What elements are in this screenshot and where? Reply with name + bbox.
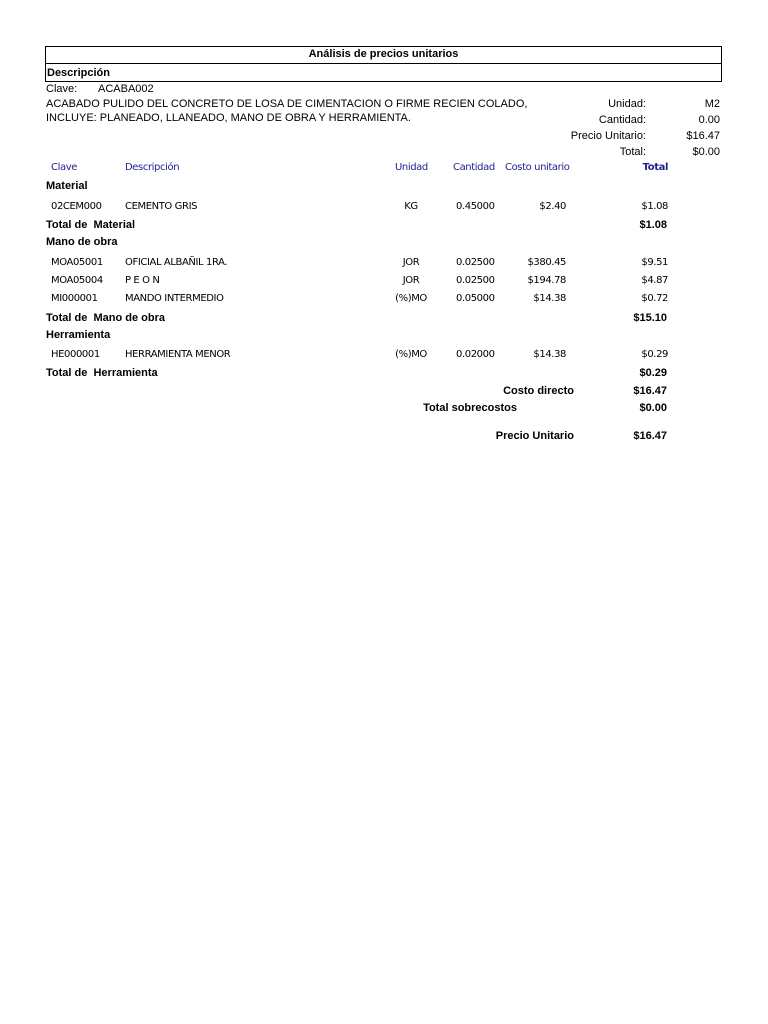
precio-unitario-value: $16.47 <box>633 430 667 442</box>
row-unidad: JOR <box>402 257 420 268</box>
description-line-1: ACABADO PULIDO DEL CONCRETO DE LOSA DE CIMENTACION O FIRME RECIEN COLADO, <box>46 98 528 110</box>
row-costo: $14.38 <box>533 293 566 304</box>
row-desc: CEMENTO GRIS <box>125 201 198 212</box>
row-clave: MI000001 <box>51 293 98 304</box>
row-clave: HE000001 <box>51 349 100 360</box>
row-cantidad: 0.05000 <box>456 293 495 304</box>
row-desc: P E O N <box>125 275 160 286</box>
row-desc: MANDO INTERMEDIO <box>125 293 224 304</box>
group-heading-material: Material <box>46 180 88 192</box>
group-heading-mano-de-obra: Mano de obra <box>46 236 118 248</box>
summary-value-total: $0.00 <box>692 146 720 158</box>
sobrecostos-value: $0.00 <box>639 402 667 414</box>
column-header-descripcion: Descripción <box>125 162 180 173</box>
summary-label-total: Total: <box>619 146 646 158</box>
costo-directo-value: $16.47 <box>633 385 667 397</box>
section-heading: Descripción <box>47 67 110 79</box>
summary-label-cantidad: Cantidad: <box>598 114 646 126</box>
column-header-unidad: Unidad <box>395 162 428 173</box>
group-heading-herramienta: Herramienta <box>46 329 111 341</box>
row-cantidad: 0.02500 <box>456 275 495 286</box>
group-total-value: $15.10 <box>633 312 667 324</box>
summary-value-unidad: M2 <box>704 98 720 110</box>
page-title: Análisis de precios unitarios <box>308 48 459 60</box>
group-total-label: Total de Material <box>46 219 136 231</box>
summary-label-precio: Precio Unitario: <box>570 130 646 142</box>
row-cantidad: 0.45000 <box>456 201 495 212</box>
row-cantidad: 0.02000 <box>456 349 495 360</box>
group-total-label: Total de Herramienta <box>46 367 158 379</box>
column-header-total: Total <box>642 162 668 173</box>
row-clave: MOA05001 <box>51 257 103 268</box>
row-total: $0.29 <box>641 349 668 360</box>
row-clave: MOA05004 <box>51 275 103 286</box>
precio-unitario-label: Precio Unitario <box>495 430 574 442</box>
row-unidad: (%)MO <box>395 293 427 304</box>
row-unidad: (%)MO <box>395 349 427 360</box>
group-total-value: $1.08 <box>639 219 667 231</box>
column-header-costo: Costo unitario <box>505 162 570 173</box>
description-line-2: INCLUYE: PLANEADO, LLANEADO, MANO DE OBRA Y HERRAMIENTA. <box>46 112 411 124</box>
row-total: $1.08 <box>641 201 668 212</box>
row-desc: HERRAMIENTA MENOR <box>125 349 231 360</box>
section-box <box>45 64 722 82</box>
group-total-value: $0.29 <box>639 367 667 379</box>
column-header-cantidad: Cantidad <box>453 162 495 173</box>
row-costo: $194.78 <box>527 275 566 286</box>
row-costo: $2.40 <box>539 201 566 212</box>
row-costo: $14.38 <box>533 349 566 360</box>
summary-label-unidad: Unidad: <box>608 98 646 110</box>
row-total: $0.72 <box>641 293 668 304</box>
row-desc: OFICIAL ALBAÑIL 1RA. <box>125 257 228 268</box>
column-header-clave: Clave <box>51 162 77 173</box>
group-total-label: Total de Mano de obra <box>46 312 165 324</box>
row-cantidad: 0.02500 <box>456 257 495 268</box>
row-unidad: JOR <box>402 275 420 286</box>
row-clave: 02CEM000 <box>51 201 102 212</box>
row-total: $4.87 <box>641 275 668 286</box>
summary-value-precio: $16.47 <box>686 130 720 142</box>
costo-directo-label: Costo directo <box>503 385 574 397</box>
summary-value-cantidad: 0.00 <box>698 114 720 126</box>
clave-label: Clave: <box>46 83 78 95</box>
row-costo: $380.45 <box>527 257 566 268</box>
clave-value: ACABA002 <box>98 83 154 95</box>
row-total: $9.51 <box>641 257 668 268</box>
sobrecostos-label: Total sobrecostos <box>423 402 517 414</box>
row-unidad: KG <box>404 201 418 212</box>
